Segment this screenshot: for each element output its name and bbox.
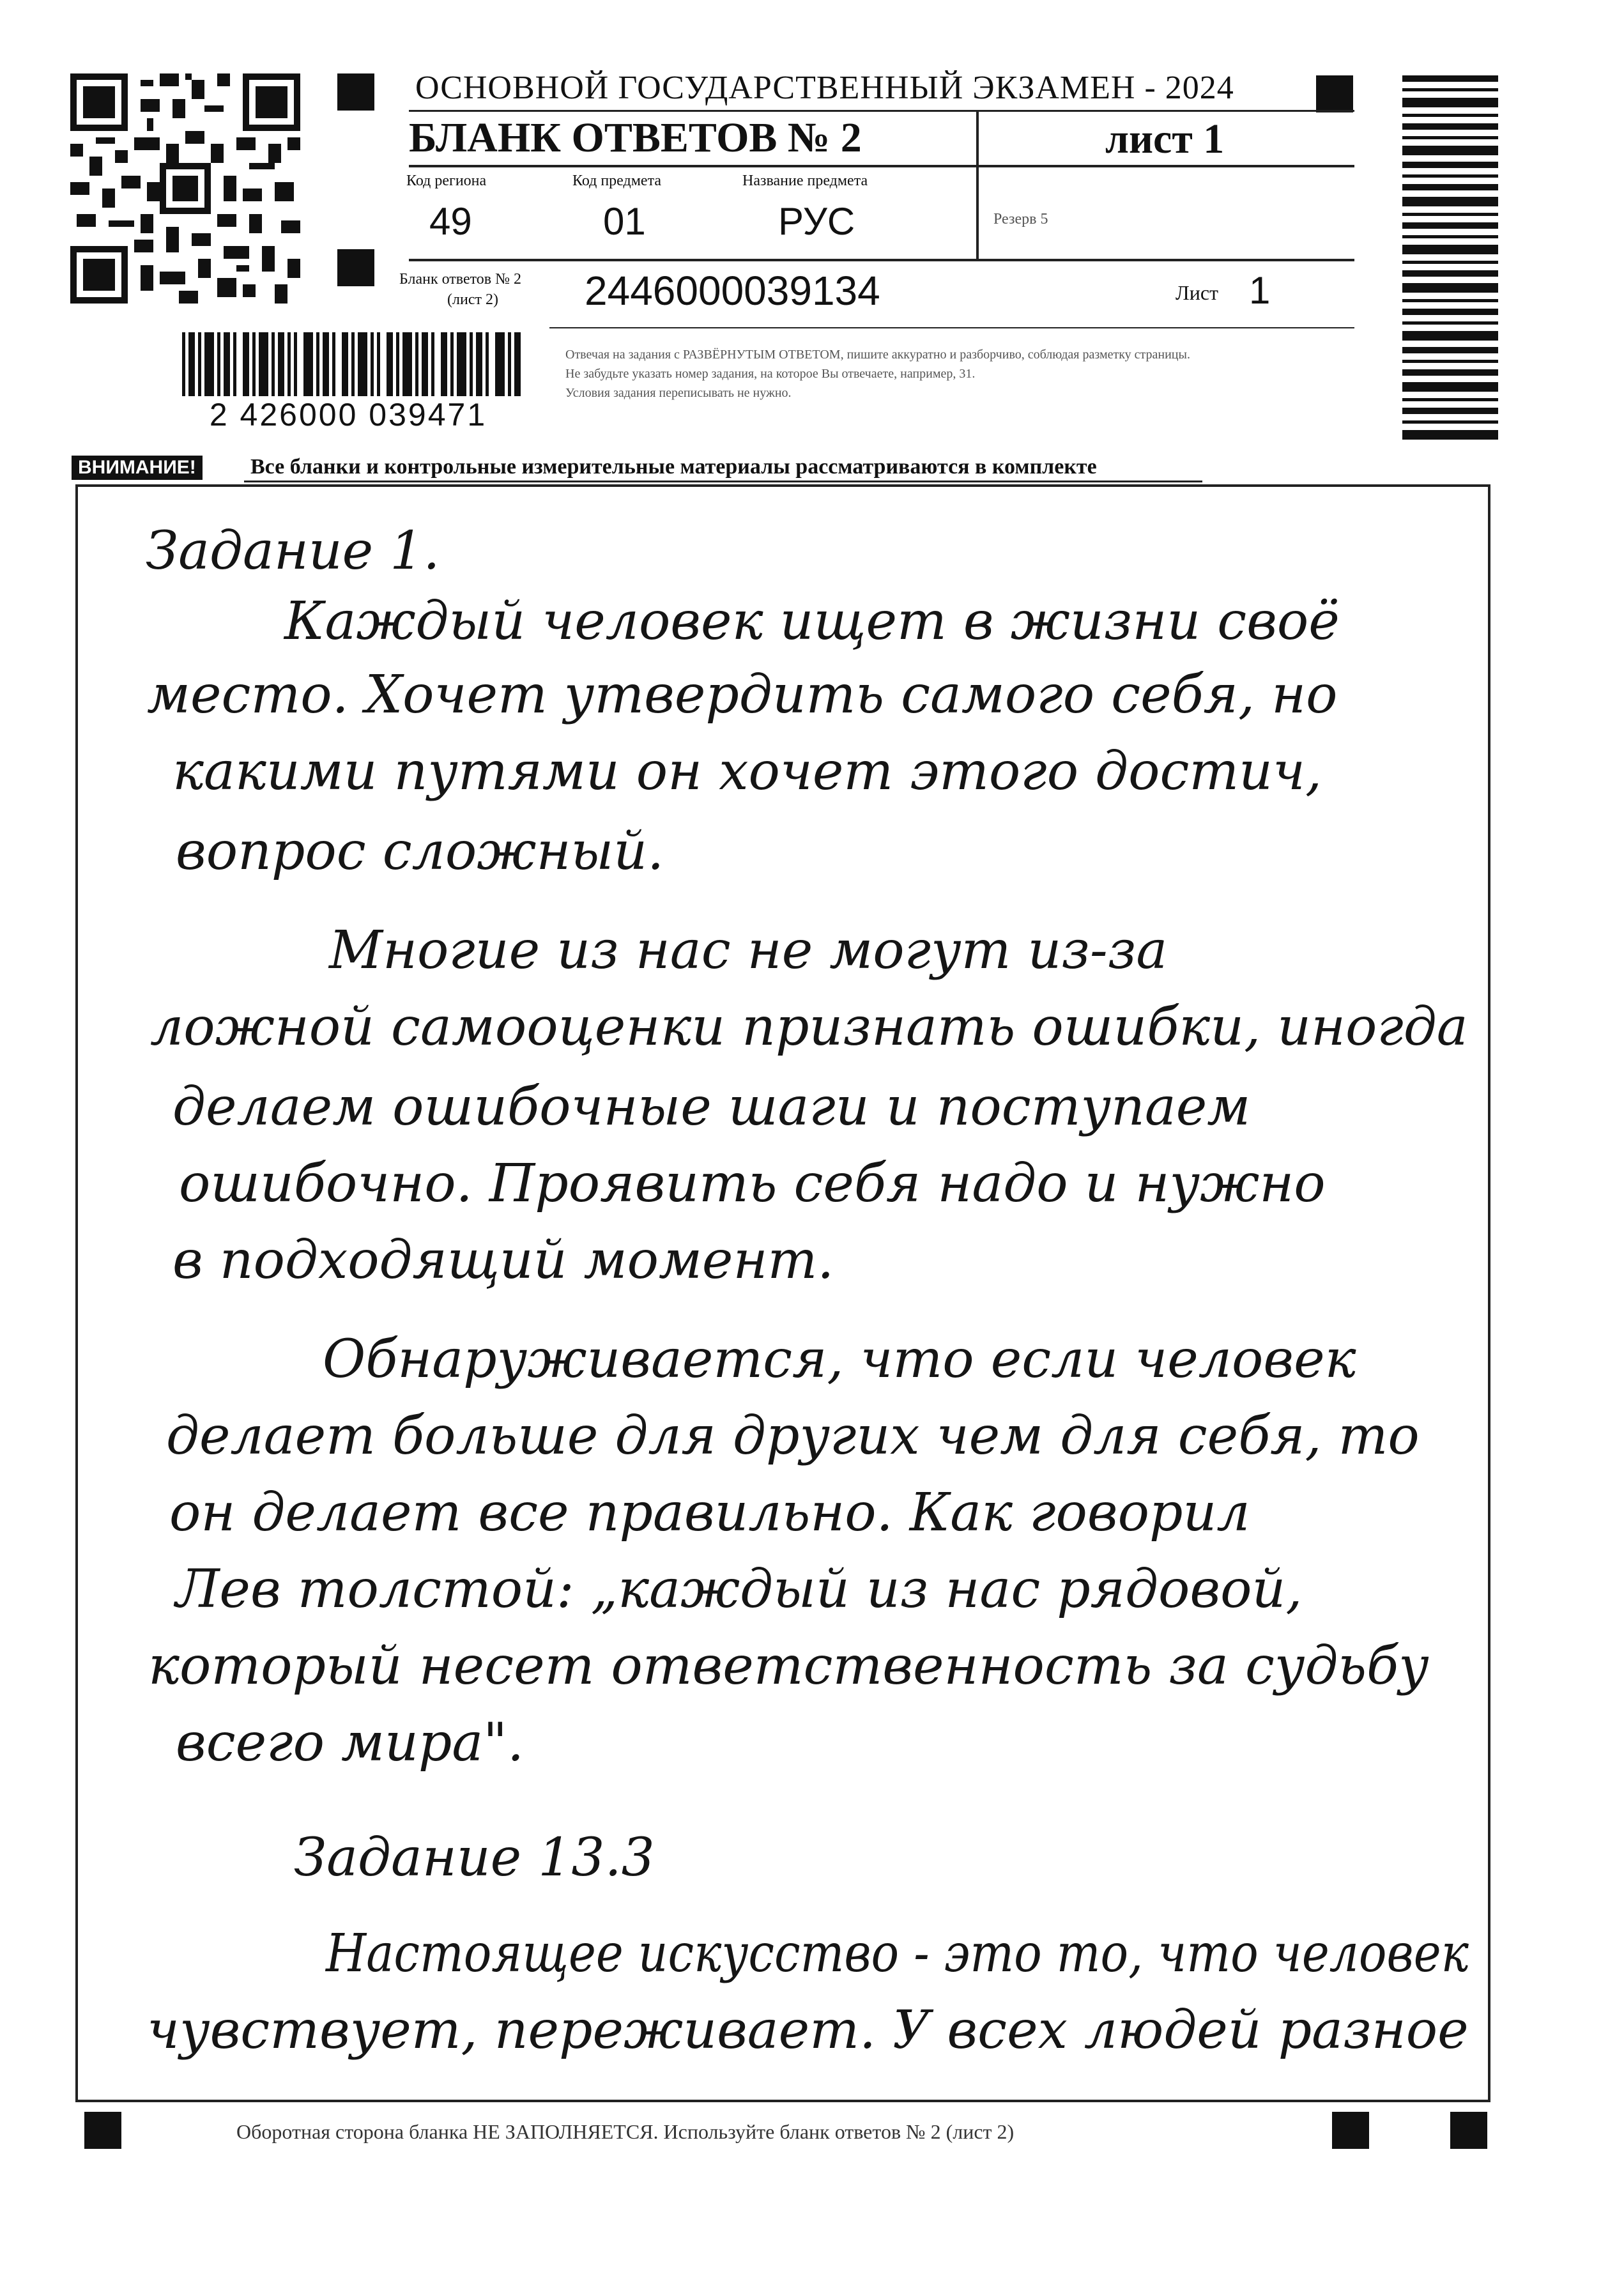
answer-line: Обнаруживается, что если человек (323, 1329, 1356, 1390)
subject-name: РУС (778, 200, 855, 243)
sheet-no-label: Лист (1176, 281, 1219, 304)
answer-line: какими путями он хочет этого достич, (172, 741, 1322, 802)
answer-line: в подходящий момент. (172, 1230, 834, 1291)
answer-line: делаем ошибочные шаги и поступаем (172, 1077, 1251, 1137)
registration-mark (337, 73, 374, 111)
instruction-2: Не забудьте указать номер задания, на которое Вы отвечаете, например, 31. (565, 367, 976, 381)
instruction-1: Отвечая на задания с РАЗВЁРНУТЫМ ОТВЕТОМ, пишите аккуратно и разборчиво, соблюдая разметку страницы. (565, 348, 1190, 362)
registration-mark (84, 2112, 121, 2149)
sheet-label: лист 1 (1105, 116, 1225, 162)
subject-code: 01 (603, 200, 646, 243)
qr-code (70, 73, 300, 304)
answer-line: чувствует, переживает. У всех людей разное (147, 2000, 1469, 2061)
answer-line: Лев толстой: „каждый из нас рядовой, (176, 1559, 1303, 1620)
subject-code-label: Код предмета (572, 173, 661, 189)
sheet-no: 1 (1249, 269, 1271, 312)
form-number-sublabel: (лист 2) (447, 291, 498, 308)
answer-line: ошибочно. Проявить себя надо и нужно (179, 1153, 1326, 1214)
answer-line: ложной самооценки признать ошибки, иногда (150, 997, 1468, 1058)
answer-line: всего мира". (176, 1712, 525, 1773)
answer-line: место. Хочет утвердить самого себя, но (147, 665, 1338, 725)
barcode (182, 332, 521, 396)
form-number: 2446000039134 (585, 268, 880, 314)
instruction-3: Условия задания переписывать не нужно. (565, 386, 792, 400)
region-code-label: Код региона (406, 173, 487, 189)
answer-line: Каждый человек ищет в жизни своё (284, 591, 1340, 652)
barcode-number: 2 426000 039471 (209, 397, 487, 433)
footer-note: Оборотная сторона бланка НЕ ЗАПОЛНЯЕТСЯ. Используйте бланк ответов № 2 (лист 2) (236, 2120, 1015, 2143)
form-number-label: Бланк ответов № 2 (399, 271, 522, 288)
registration-mark (1450, 2112, 1487, 2149)
registration-mark (1316, 75, 1353, 112)
form-title: БЛАНК ОТВЕТОВ № 2 (409, 114, 862, 161)
subject-name-label: Название предмета (742, 173, 868, 189)
side-barcode (1402, 75, 1498, 443)
answer-line: Многие из нас не могут из-за (329, 920, 1168, 981)
answer-area (75, 484, 1490, 2102)
answer-line: который несет ответственность за судьбу (148, 1636, 1429, 1696)
answer-line: он делает все правильно. Как говорил (169, 1482, 1250, 1543)
reserve-label: Резерв 5 (993, 211, 1048, 227)
region-code: 49 (429, 200, 472, 243)
answer-line: Настоящее искусство - это то, что человек (326, 1923, 1469, 1984)
answer-line: Задание 1. (146, 521, 440, 581)
answer-line: делает больше для других чем для себя, то (166, 1406, 1420, 1466)
answer-line: Задание 13.3 (294, 1827, 655, 1888)
warning-text: Все бланки и контрольные измерительные материалы рассматриваются в комплекте (250, 455, 1097, 479)
registration-mark (337, 249, 374, 286)
registration-mark (1332, 2112, 1369, 2149)
exam-title: ОСНОВНОЙ ГОСУДАРСТВЕННЫЙ ЭКЗАМЕН - 2024 (415, 70, 1234, 106)
warning-badge: ВНИМАНИЕ! (72, 456, 203, 480)
answer-line: вопрос сложный. (176, 821, 664, 882)
